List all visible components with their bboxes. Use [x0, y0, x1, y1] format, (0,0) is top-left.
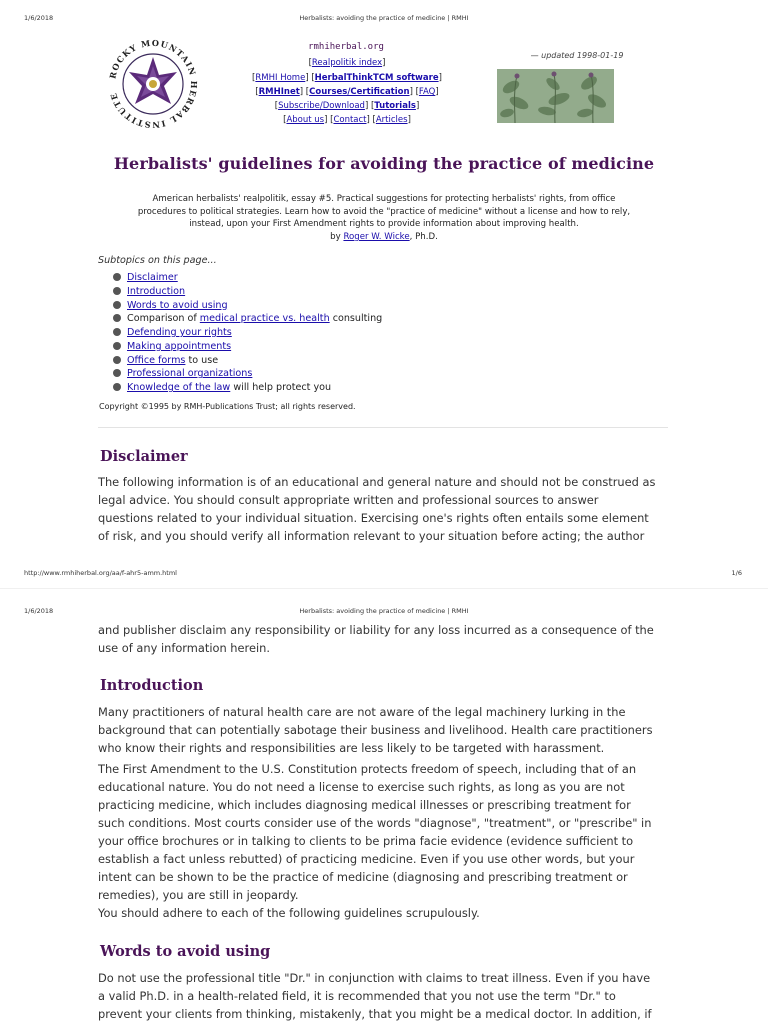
introduction-paragraph-3: You should adhere to each of the following guidelines scrupulously.: [98, 906, 480, 920]
bullet-icon: [113, 301, 121, 309]
bullet-icon: [113, 342, 121, 350]
updated-date: — updated 1998-01-19: [530, 51, 624, 60]
divider: [98, 427, 668, 428]
bullet-icon: [113, 328, 121, 336]
summary-line: procedures to political strategies. Learn how to avoid the "practice of medicine" without a license and how to rely,: [137, 206, 631, 217]
nav-herbalthink[interactable]: HerbalThinkTCM software: [314, 73, 439, 83]
rmhi-logo[interactable]: [104, 35, 202, 133]
topic-link-professional-organizations[interactable]: Professional organizations: [127, 368, 253, 380]
article-title: Herbalists' guidelines for avoiding the practice of medicine: [113, 154, 655, 173]
nav-row-1: [Realpolitik index]: [308, 58, 386, 68]
bullet-icon: [113, 356, 121, 364]
nav-row-3: [RMHInet] [Courses/Certification] [FAQ]: [255, 87, 439, 97]
topic-link-introduction[interactable]: Introduction: [127, 285, 186, 297]
list-item: [113, 285, 382, 299]
introduction-paragraph-1: Many practitioners of natural health care are not aware of the legal machinery lurking in the background that can potentially sabotage their business and livelihood. Health care practitioners who know their rights and responsibilities are less likely to be targeted with harassment.: [98, 705, 653, 755]
bullet-icon: [113, 273, 121, 281]
list-item: Office forms to use: [113, 354, 382, 368]
nav-articles[interactable]: Articles: [375, 115, 408, 125]
bullet-icon: [113, 383, 121, 391]
list-item: [113, 340, 382, 354]
list-item: [113, 299, 382, 313]
summary-line: instead, upon your First Amendment rights to provide information about improving health.: [189, 219, 579, 230]
topic-link-making-appointments[interactable]: Making appointments: [127, 340, 232, 352]
copyright-notice: Copyright ©1995 by RMH-Publications Trust; all rights reserved.: [99, 402, 356, 411]
disclaimer-paragraph-continued: and publisher disclaim any responsibility or liability for any loss incurred as a consequence of the use of any information herein.: [98, 623, 654, 655]
nav-rmhinet[interactable]: RMHInet: [258, 87, 300, 97]
topic-link-knowledge-of-law[interactable]: Knowledge of the law: [127, 382, 231, 393]
site-name: rmhiherbal.org: [308, 42, 384, 52]
words-paragraph-1: Do not use the professional title "Dr." in conjunction with claims to treat illness. Even if you have a valid Ph.D. in a health-related field, it is recommended that you not use the term "Dr." to prevent your clients from thinking, mistakenly, that you might be a medical doctor. In addition, if: [98, 971, 652, 1021]
topic-link-defending-rights[interactable]: Defending your rights: [127, 327, 232, 338]
list-item: [113, 326, 382, 340]
subtopics-list: [113, 271, 382, 395]
herb-illustration: [497, 69, 614, 123]
print-title-2: Herbalists: avoiding the practice of medicine | RMHI: [299, 607, 469, 615]
print-date: 1/6/2018: [24, 14, 54, 22]
print-url: http://www.rmhiherbal.org/aa/f-ahr5-amm.html: [24, 569, 177, 577]
page-break: [0, 588, 768, 589]
nav-row-2: [RMHI Home] [HerbalThinkTCM software]: [252, 73, 442, 83]
nav-row-4: [Subscribe/Download] [Tutorials]: [274, 101, 420, 111]
topic-link-office-forms[interactable]: Office forms: [127, 354, 186, 366]
nav-realpolitik-index[interactable]: Realpolitik index: [311, 58, 383, 68]
disclaimer-paragraph: The following information is of an educational and general nature and should not be construed as legal advice. You should consult appropriate written and professional sources to answer questions related to your individual situation. Exercising one's rights often entails some element of risk, and you should verify all information relevant to your situation before acting; the author: [98, 475, 656, 543]
section-title-introduction: Introduction: [100, 677, 204, 694]
nav-rmhi-home[interactable]: RMHI Home: [255, 73, 306, 83]
bullet-icon: [113, 314, 121, 322]
bullet-icon: [113, 369, 121, 377]
list-item: Comparison of medical practice vs. health consulting: [113, 312, 382, 326]
nav-courses[interactable]: Courses/Certification: [309, 87, 410, 97]
article-summary: [100, 193, 668, 244]
list-item: Knowledge of the law will help protect you: [113, 381, 382, 395]
logo-ring-text: ROCKY MOUNTAIN HERBAL INSTITUTE: [107, 37, 200, 131]
author-link[interactable]: Roger W. Wicke: [343, 232, 410, 243]
section-title-words-to-avoid: Words to avoid using: [100, 943, 271, 960]
topic-link-medical-vs-health[interactable]: medical practice vs. health: [199, 313, 330, 325]
topic-link-disclaimer[interactable]: Disclaimer: [127, 272, 178, 283]
nav-subscribe[interactable]: Subscribe/Download: [278, 101, 365, 111]
topic-link-words-to-avoid[interactable]: Words to avoid using: [127, 299, 228, 311]
nav-faq[interactable]: FAQ: [418, 87, 436, 97]
print-date-2: 1/6/2018: [24, 607, 54, 615]
subtopics-label: Subtopics on this page...: [98, 255, 217, 266]
list-item: [113, 271, 382, 285]
nav-contact[interactable]: Contact: [333, 115, 367, 125]
section-title-disclaimer: Disclaimer: [100, 448, 188, 465]
nav-row-5: [About us] [Contact] [Articles]: [283, 115, 411, 125]
bullet-icon: [113, 287, 121, 295]
nav-about[interactable]: About us: [286, 115, 325, 125]
nav-tutorials[interactable]: Tutorials: [374, 101, 416, 111]
summary-line: American herbalists' realpolitik, essay #5. Practical suggestions for protecting herbalists' rights, from office: [152, 194, 616, 204]
introduction-paragraph-2: The First Amendment to the U.S. Constitution protects freedom of speech, including that of an educational nature. You do not need a license to exercise such rights, as long as you are not practicing medicine, which includes diagnosing medical illnesses or prescribing treatment for such conditions. Most courts consider use of the words "diagnose", "treatment", or "prescribe" in your office brochures or in talking to clients to be prima facie evidence (evidence sufficient to establish a fact unless rebutted) of practicing medicine. Even if you use other words, but your intent can be shown to be the practice of medicine (diagnosing and prescribing treatment or remedies), you are still in jeopardy.: [98, 762, 652, 902]
print-title: Herbalists: avoiding the practice of medicine | RMHI: [299, 14, 469, 22]
byline: by Roger W. Wicke, Ph.D.: [330, 232, 438, 243]
list-item: [113, 367, 382, 381]
print-page-number: 1/6: [731, 569, 742, 577]
